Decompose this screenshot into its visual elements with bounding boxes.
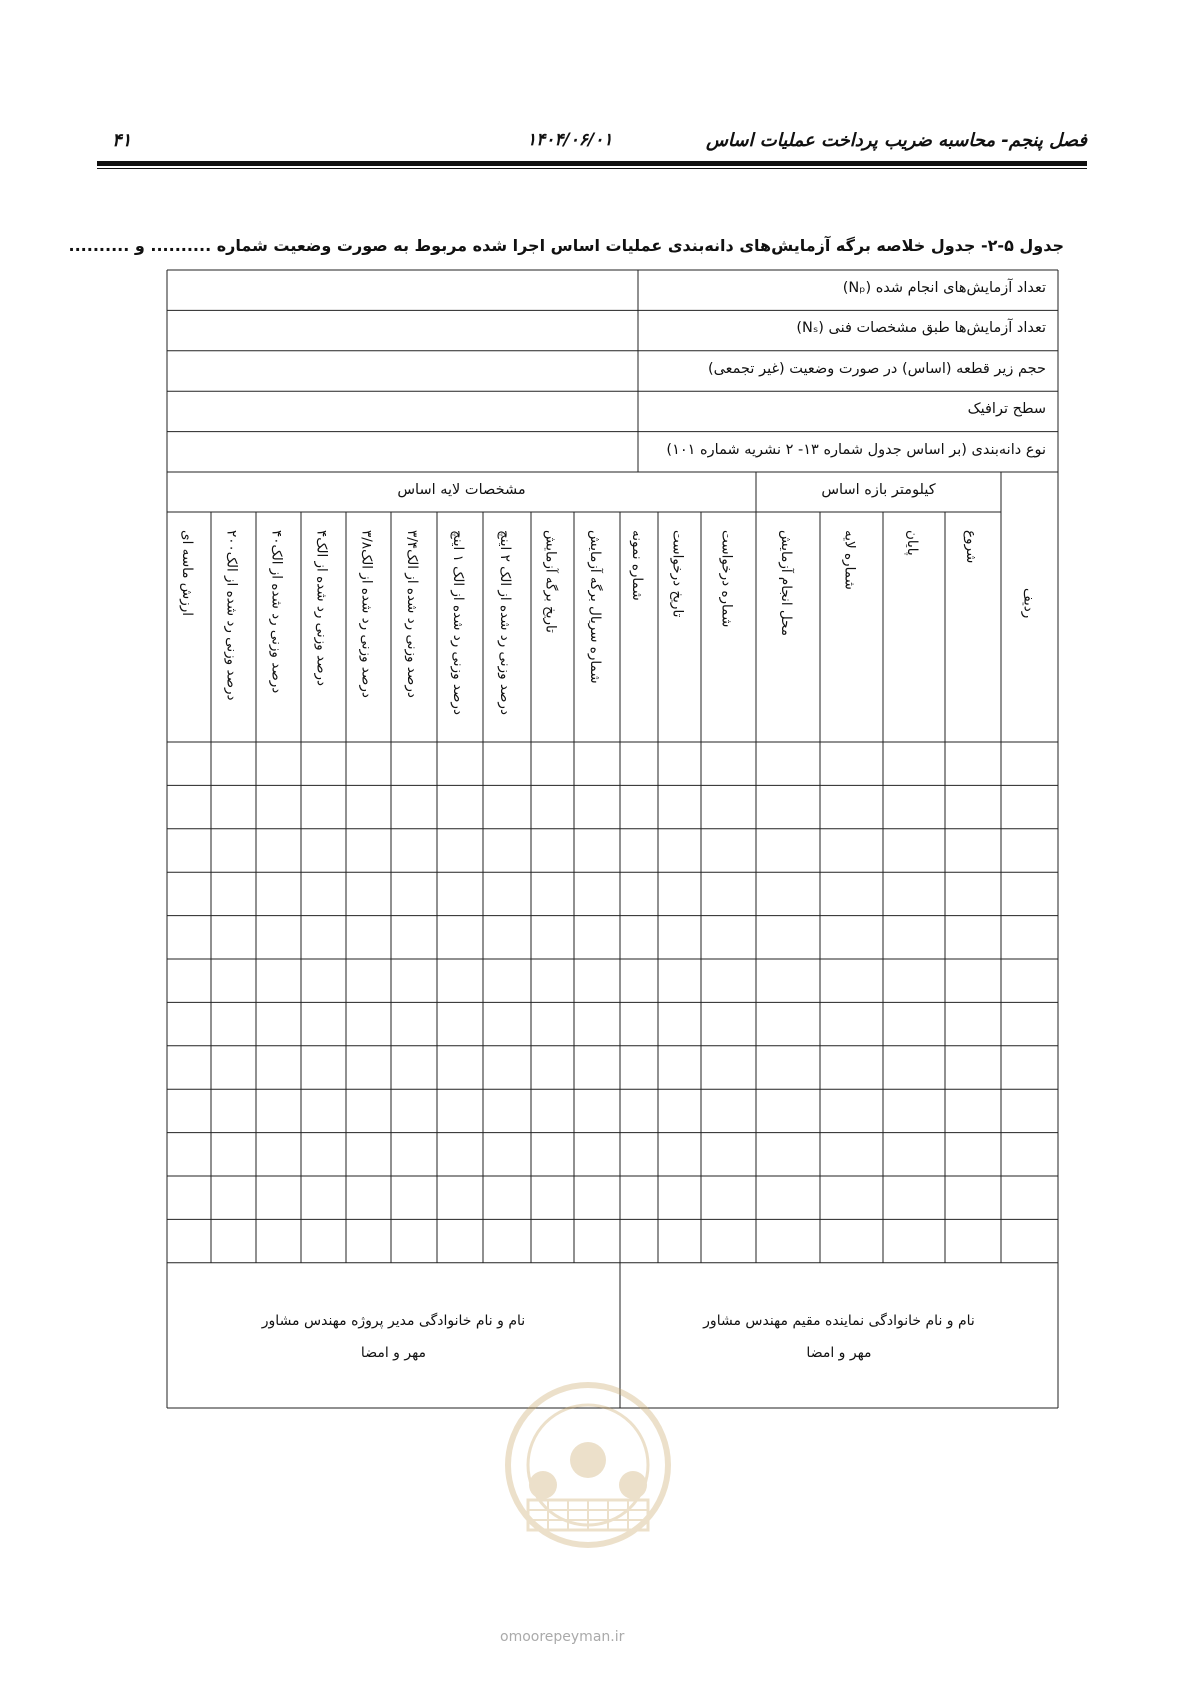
summary-label: حجم زیر قطعه (اساس) در صورت وضعیت (غیر تجمعی) [707,360,1046,377]
summary-label: تعداد آزمایش‌ها طبق مشخصات فنی (Nₛ) [796,320,1046,337]
column-header: تاریخ برگه آزمایش [542,530,559,633]
summary-label: سطح ترافیک [967,401,1046,418]
chapter-title: فصل پنجم- محاسبه ضریب پرداخت عملیات اساس [705,130,1087,151]
group-header-layer: مشخصات لایه اساس [397,482,526,498]
column-header: شروع [963,530,979,564]
signature-label: نام و نام خانوادگی نماینده مقیم مهندس مشاور [703,1313,975,1329]
column-header: محل انجام آزمایش [778,530,794,637]
summary-label: نوع دانه‌بندی (بر اساس جدول شماره ۱۳- ۲ نشریه شماره ۱۰۱) [666,441,1046,458]
row-number-header: ردیف [1020,588,1037,619]
group-header-km: کیلومتر بازه اساس [821,482,936,498]
column-header: پایان [904,530,920,556]
column-header: درصد وزنی رد شده از الک۴۰ [268,530,285,694]
column-header: شماره درخواست [718,530,735,628]
signature-stamp-label: مهر و امضا [360,1345,427,1361]
summary-label: تعداد آزمایش‌های انجام شده (Nₚ) [842,280,1046,296]
watermark-url: omoorepeyman.ir [500,1629,625,1645]
column-header: درصد وزنی رد شده از الک۳/۸ [358,530,375,698]
column-header: درصد وزنی رد شده از الک۴ [313,530,330,687]
column-header: شماره نمونه [629,530,645,601]
column-header: تاریخ درخواست [669,530,686,618]
header-date: ۱۴۰۴/۰۶/۰۱ [527,130,613,150]
watermark-seal [488,1360,688,1610]
signature-stamp-label: مهر و امضا [806,1345,872,1361]
column-header: شماره سریال برگه آزمایش [587,530,603,684]
table-caption: جدول ۵-۲- جدول خلاصه برگه آزمایش‌های دانه‌بندی عملیات اساس اجرا شده مربوط به صورت وضعیت شماره .......... و .......... [68,236,1064,255]
page-number: ۴۱ [112,130,132,151]
column-header: درصد وزنی رد شده از الک ۲ اینچ [497,530,513,715]
column-header: ارزش ماسه ای [179,530,195,617]
column-header: درصد وزنی رد شده از الک۲۰۰ [223,530,240,701]
column-header: درصد وزنی رد شده از الک ۱ اینچ [450,530,466,715]
signature-label: نام و نام خانوادگی مدیر پروژه مهندس مشاور [261,1313,526,1329]
column-header: درصد وزنی رد شده از الک۳/۴ [404,530,420,698]
column-header: شماره لایه [841,530,858,590]
